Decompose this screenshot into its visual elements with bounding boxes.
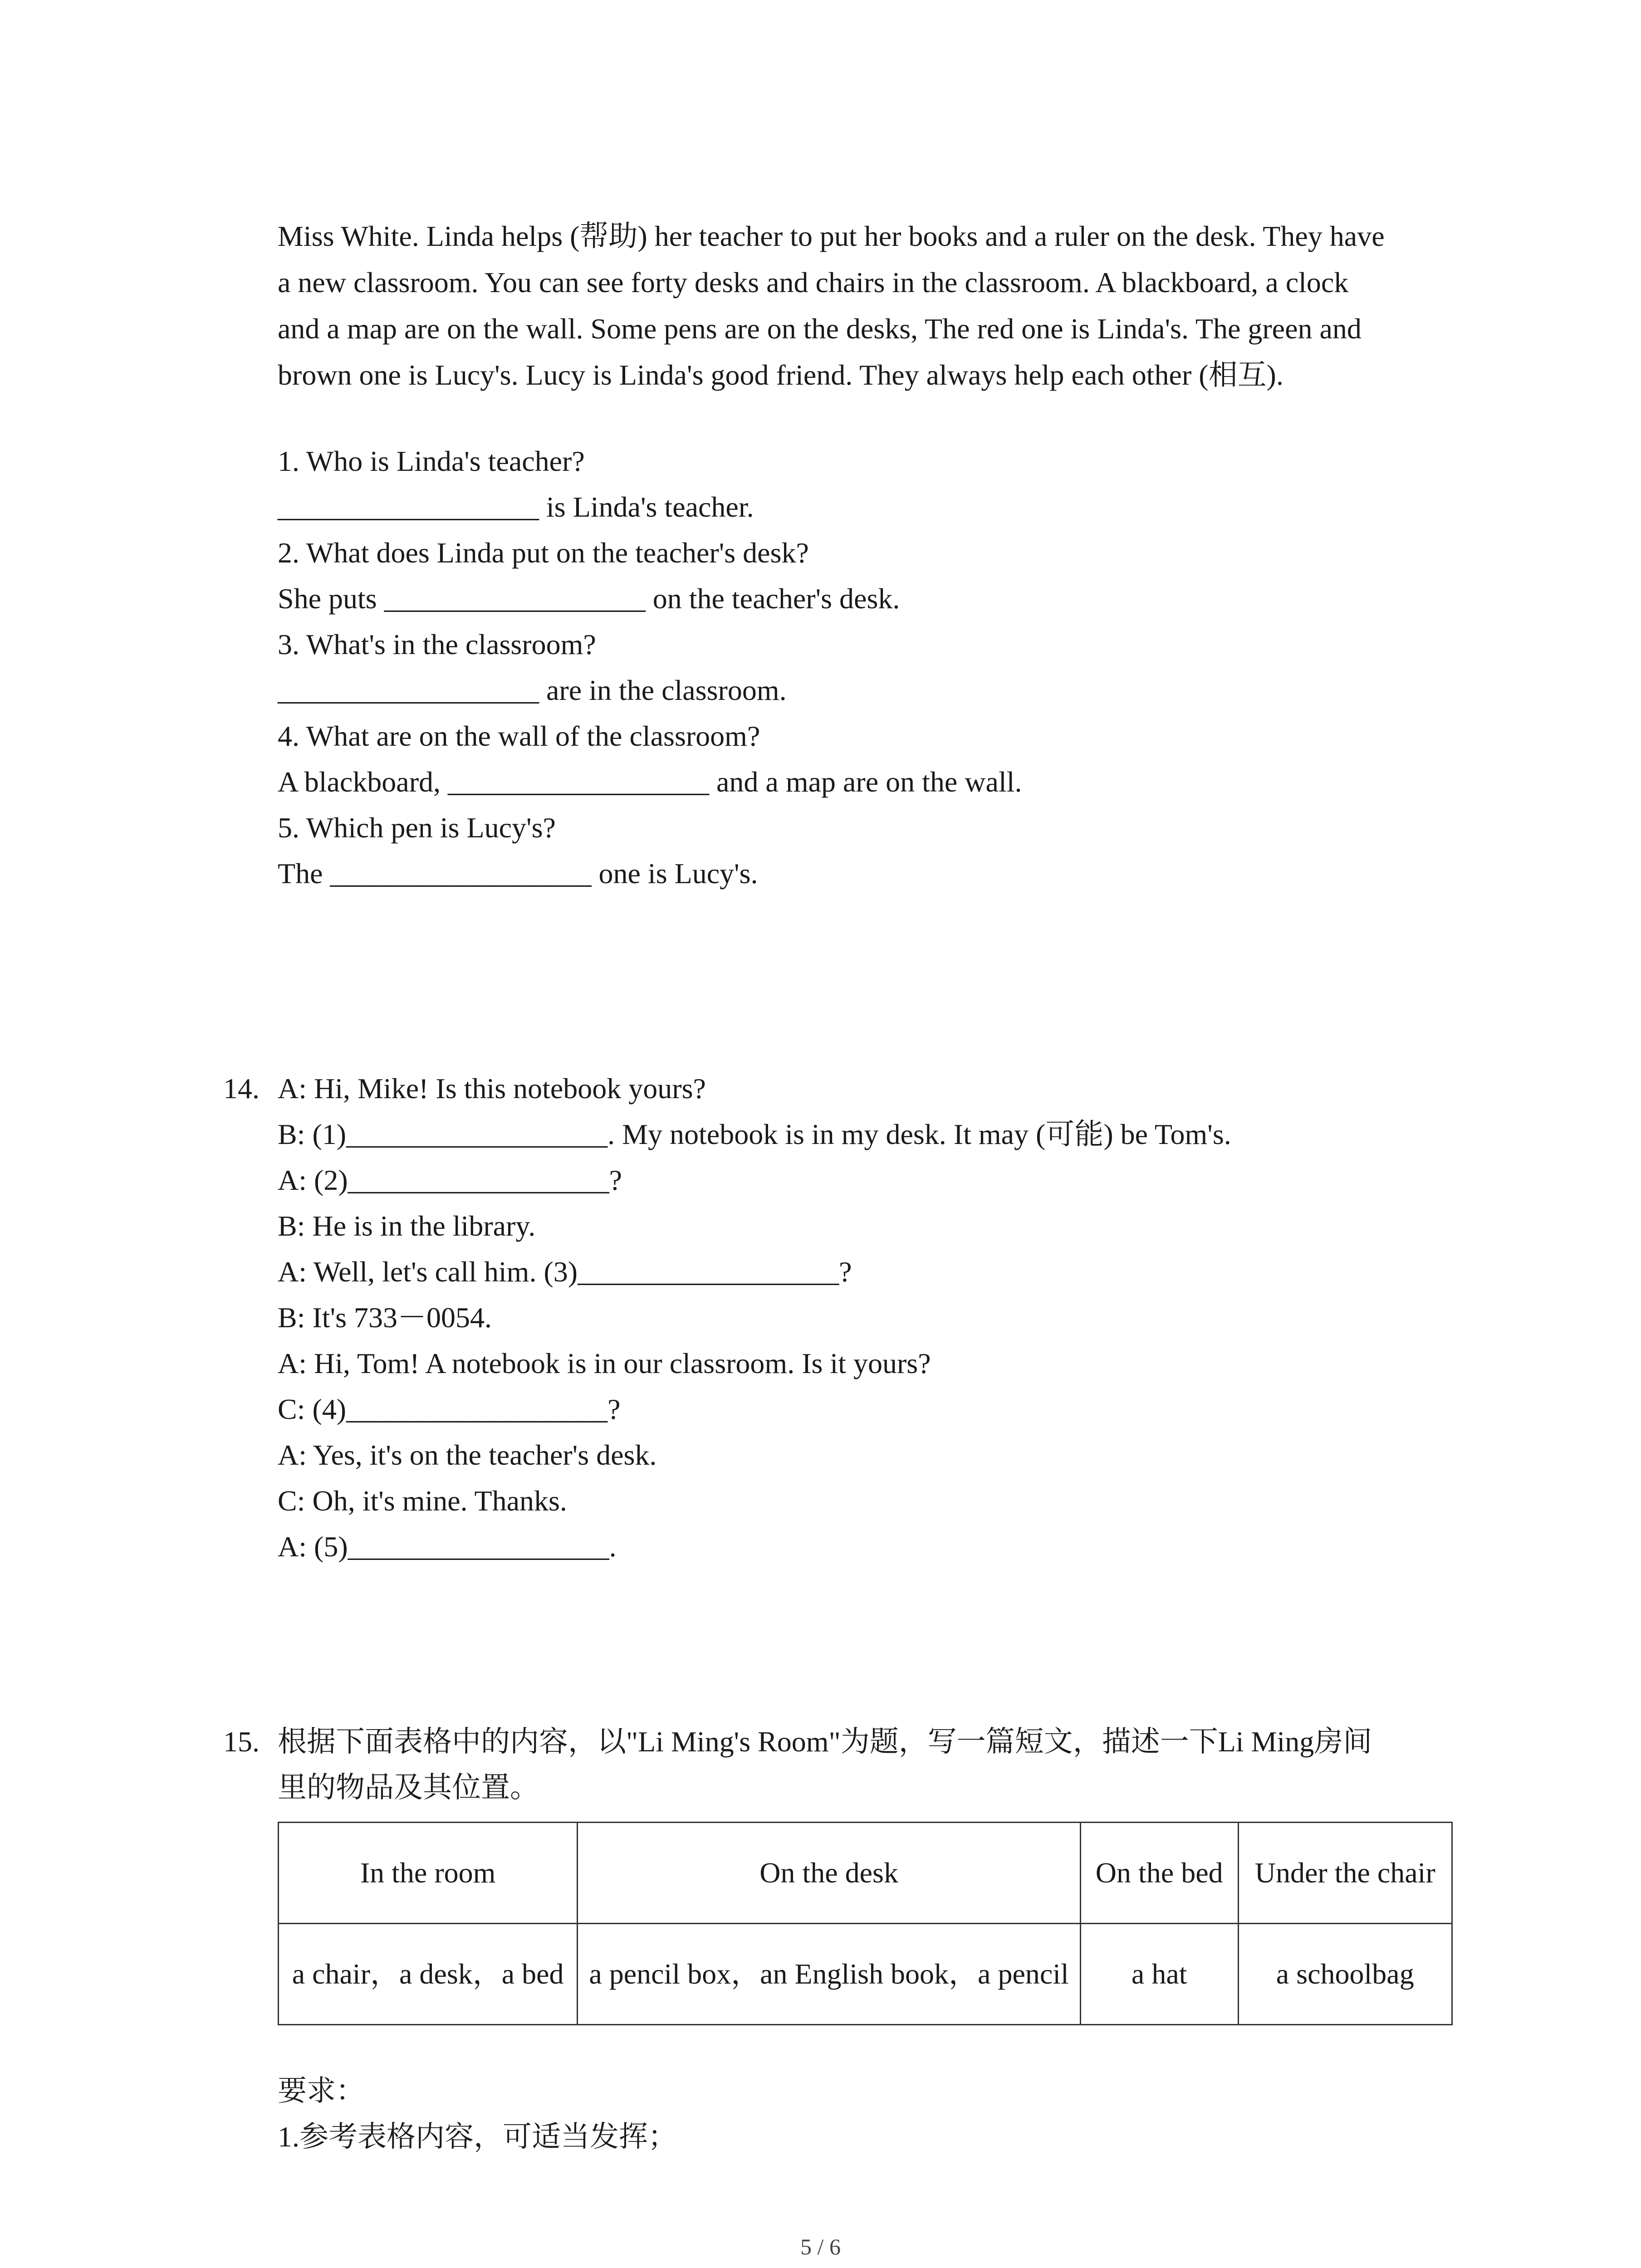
- question-3: 3. What's in the classroom?: [278, 628, 596, 660]
- question-15-number: 15.: [223, 1725, 260, 1758]
- table-cell: a pencil box，an English book，a pencil: [578, 1924, 1081, 2025]
- answer-line-5[interactable]: The __________________ one is Lucy's.: [278, 857, 758, 890]
- writing-prompt: 根据下面表格中的内容，以"Li Ming's Room"为题，写一篇短文，描述一下Li Ming房间: [278, 1725, 1372, 1758]
- room-items-table: [278, 1822, 1453, 2025]
- dialogue-blank-4[interactable]: C: (4)__________________?: [278, 1393, 621, 1425]
- dialogue-line: A: Yes, it's on the teacher's desk.: [278, 1439, 657, 1471]
- dialogue-line: A: Hi, Tom! A notebook is in our classroom. Is it yours?: [278, 1347, 931, 1379]
- dialogue-blank-2[interactable]: A: (2)__________________?: [278, 1164, 622, 1196]
- table-cell: a hat: [1080, 1924, 1238, 2025]
- question-2: 2. What does Linda put on the teacher's desk?: [278, 537, 809, 569]
- table-cell: a schoolbag: [1238, 1924, 1452, 2025]
- passage-line: Miss White. Linda helps (帮助) her teacher to put her books and a ruler on the desk. They have: [278, 220, 1385, 252]
- requirement-item-1: 1.参考表格内容，可适当发挥；: [278, 2121, 677, 2153]
- question-14-number: 14.: [223, 1072, 260, 1105]
- table-header-row: [279, 1823, 1452, 1924]
- dialogue-blank-5[interactable]: A: (5)__________________.: [278, 1530, 617, 1563]
- table-cell: a chair，a desk，a bed: [279, 1924, 578, 2025]
- passage-line: brown one is Lucy's. Lucy is Linda's good friend. They always help each other (相互).: [278, 359, 1283, 391]
- requirements-title: 要求：: [278, 2075, 365, 2107]
- dialogue-blank-3[interactable]: A: Well, let's call him. (3)__________________?: [278, 1256, 852, 1288]
- table-header-cell: On the desk: [578, 1823, 1081, 1924]
- dialogue-line: B: He is in the library.: [278, 1210, 536, 1242]
- writing-prompt-continued: 里的物品及其位置。: [278, 1771, 539, 1804]
- table-row: [279, 1924, 1452, 2025]
- passage-line: a new classroom. You can see forty desks and chairs in the classroom. A blackboard, a clock: [278, 266, 1349, 298]
- dialogue-line: C: Oh, it's mine. Thanks.: [278, 1485, 567, 1517]
- dialogue-line: A: Hi, Mike! Is this notebook yours?: [278, 1072, 706, 1105]
- table-header-cell: On the bed: [1080, 1823, 1238, 1924]
- dialogue-blank-1[interactable]: B: (1)__________________. My notebook is in my desk. It may (可能) be Tom's.: [278, 1118, 1231, 1150]
- question-5: 5. Which pen is Lucy's?: [278, 811, 556, 844]
- table-header-cell: In the room: [279, 1823, 578, 1924]
- page-number: 5 / 6: [800, 2234, 841, 2259]
- answer-line-2[interactable]: She puts __________________ on the teacher's desk.: [278, 582, 900, 615]
- question-1: 1. Who is Linda's teacher?: [278, 445, 585, 477]
- reading-passage: [278, 213, 1462, 398]
- answer-line-4[interactable]: A blackboard, __________________ and a map are on the wall.: [278, 766, 1022, 798]
- answer-line-1[interactable]: __________________ is Linda's teacher.: [278, 491, 754, 523]
- passage-line: and a map are on the wall. Some pens are on the desks, The red one is Linda's. The green and: [278, 313, 1362, 345]
- dialogue-line: B: It's 733－0054.: [278, 1301, 492, 1334]
- question-4: 4. What are on the wall of the classroom?: [278, 720, 760, 752]
- answer-line-3[interactable]: __________________ are in the classroom.: [278, 674, 787, 706]
- table-header-cell: Under the chair: [1238, 1823, 1452, 1924]
